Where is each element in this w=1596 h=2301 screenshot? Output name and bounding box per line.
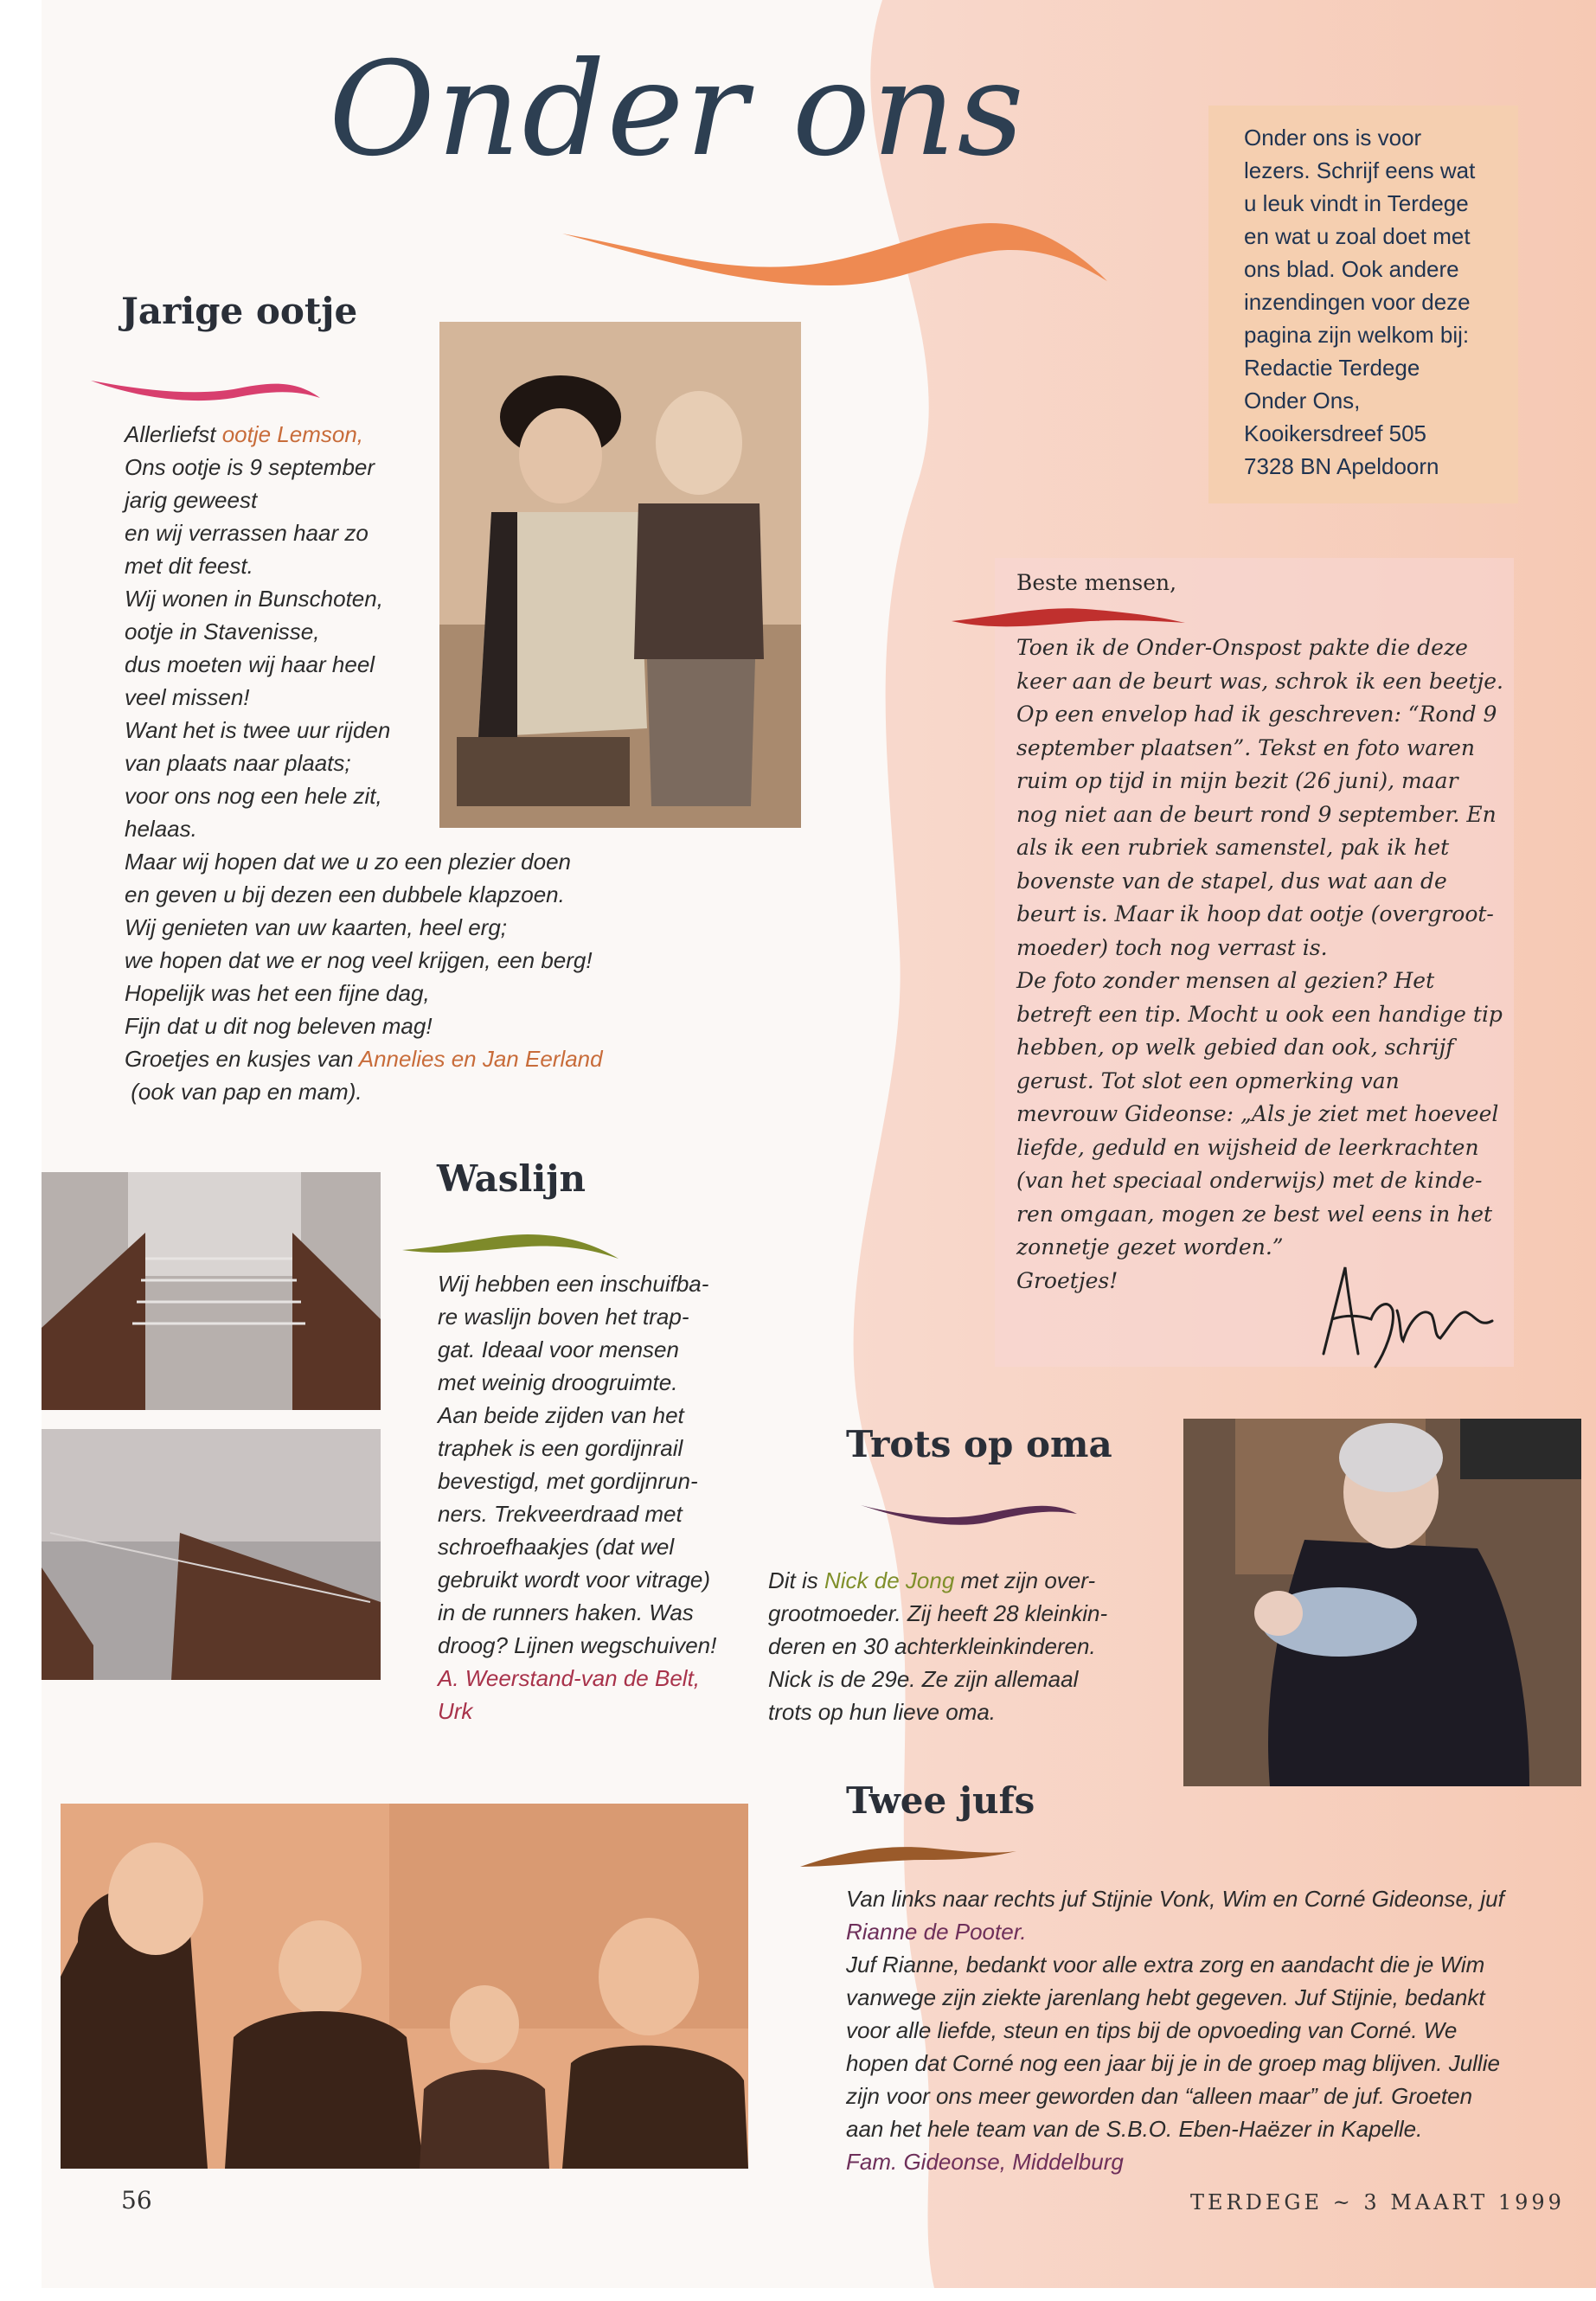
jufs-signoff: Fam. Gideonse, Middelburg	[846, 2149, 1124, 2175]
jarige-heading: Jarige ootje	[121, 290, 358, 332]
waslijn-line: gebruikt wordt voor vitrage)	[438, 1567, 711, 1593]
letter-line: nog niet aan de beurt rond 9 september. En	[1016, 801, 1497, 827]
page-number: 56	[121, 2186, 152, 2214]
waslijn-line: gat. Ideaal voor mensen	[438, 1336, 679, 1362]
contact-text	[1244, 121, 1512, 483]
waslijn-line: ners. Trekveerdraad met	[438, 1501, 683, 1527]
contact-line: lezers. Schrijf eens wat	[1244, 157, 1476, 183]
waslijn-line: traphek is een gordijnrail	[438, 1435, 683, 1461]
jufs-line: zijn voor ons meer geworden dan “alleen maar” de juf. Groeten	[846, 2083, 1473, 2109]
letter-line: hebben, op welk gebied dan ook, schrijf	[1016, 1035, 1454, 1060]
oma-swoosh	[856, 1488, 1081, 1531]
stairs-photo-top-image	[42, 1172, 381, 1410]
letter-line: betreft een tip. Mocht u ook een handige tip	[1016, 1001, 1503, 1027]
jufs-line: Van links naar rechts juf Stijnie Vonk, Wim en Corné Gideonse, juf	[846, 1886, 1504, 1912]
letter-line: Op een envelop had ik geschreven: “Rond 9	[1016, 702, 1497, 727]
waslijn-line: re waslijn boven het trap-	[438, 1304, 689, 1330]
oma-line: Nick is de 29e. Ze zijn allemaal	[768, 1666, 1079, 1692]
jarige-line: jarig geweest	[125, 487, 258, 513]
oma-photo-image	[1183, 1419, 1581, 1786]
jarige-line: Hopelijk was het een fijne dag,	[125, 980, 430, 1006]
waslijn-line: droog? Lijnen wegschuiven!	[438, 1632, 717, 1658]
letter-line: De foto zonder mensen al gezien? Het	[1016, 968, 1435, 993]
waslijn-line: schroefhaakjes (dat wel	[438, 1534, 675, 1560]
jarige-closing-suffix: (ook van pap en mam).	[125, 1079, 362, 1105]
jufs-line: aan het hele team van de S.B.O. Eben-Haëzer in Kapelle.	[846, 2116, 1423, 2142]
jufs-line: Rianne de Pooter.	[846, 1919, 1027, 1945]
oma-first-line	[768, 1564, 1166, 1597]
jarige-line: en wij verrassen haar zo	[125, 520, 369, 546]
contact-line: ons blad. Ook andere	[1244, 256, 1459, 282]
jarige-line: helaas.	[125, 816, 197, 842]
oma-line: grootmoeder. Zij heeft 28 kleinkin-	[768, 1600, 1108, 1626]
oma-name: Nick de Jong	[824, 1567, 955, 1593]
stairs-photo-bottom-image	[42, 1429, 381, 1680]
closing-names: Annelies en Jan Eerland	[358, 1046, 603, 1072]
greeting-prefix: Allerliefst	[125, 421, 222, 447]
waslijn-text	[438, 1267, 749, 1727]
waslijn-heading: Waslijn	[437, 1157, 586, 1200]
jarige-line: van plaats naar plaats;	[125, 750, 351, 776]
jarige-line: dus moeten wij haar heel	[125, 651, 375, 677]
jufs-line: hopen dat Corné nog een jaar bij je in de groep mag blijven. Jullie	[846, 2050, 1500, 2076]
letter-line: mevrouw Gideonse: „Als je ziet met hoeveel	[1016, 1101, 1499, 1126]
jarige-line: Maar wij hopen dat we u zo een plezier doen	[125, 849, 571, 875]
waslijn-author: A. Weerstand-van de Belt,	[438, 1665, 701, 1691]
oma-line: deren en 30 achterkleinkinderen.	[768, 1633, 1096, 1659]
contact-line: Onder Ons,	[1244, 388, 1361, 413]
waslijn-line: bevestigd, met gordijnrun-	[438, 1468, 698, 1494]
jarige-line: we hopen dat we er nog veel krijgen, een berg!	[125, 947, 593, 973]
jufs-line: voor alle liefde, steun en tips bij de opvoeding van Corné. We	[846, 2017, 1458, 2043]
page-title: Onder ons	[329, 35, 1026, 185]
jarige-text	[125, 418, 609, 1108]
jarige-greeting	[125, 418, 609, 451]
jarige-line: Fijn dat u dit nog beleven mag!	[125, 1013, 433, 1039]
contact-line: 7328 BN Apeldoorn	[1244, 453, 1439, 479]
oma-text	[768, 1564, 1166, 1728]
jufs-heading: Twee jufs	[846, 1779, 1035, 1822]
letter-line: liefde, geduld en wijsheid de leerkrachten	[1016, 1134, 1479, 1160]
jarige-line: en geven u bij dezen een dubbele klapzoen.	[125, 881, 565, 907]
oma-line: trots op hun lieve oma.	[768, 1699, 997, 1725]
greeting-name: ootje Lemson,	[221, 421, 364, 447]
jufs-photo-image	[61, 1804, 748, 2169]
contact-line: pagina zijn welkom bij:	[1244, 322, 1470, 348]
letter-line: zonnetje gezet worden.”	[1016, 1234, 1284, 1259]
waslijn-line: in de runners haken. Was	[438, 1599, 694, 1625]
stairs-photo-bottom	[42, 1429, 381, 1680]
oma-heading: Trots op oma	[846, 1423, 1112, 1465]
jarige-line: veel missen!	[125, 684, 250, 710]
waslijn-author: Urk	[438, 1698, 473, 1724]
contact-line: Onder ons is voor	[1244, 125, 1422, 151]
contact-line: u leuk vindt in Terdege	[1244, 190, 1469, 216]
bottom-margin	[0, 2288, 1596, 2301]
stairs-photo-top	[42, 1172, 381, 1410]
letter-line: (van het speciaal onderwijs) met de kinde-	[1016, 1168, 1483, 1193]
letter-line: bovenste van de stapel, dus wat aan de	[1016, 868, 1447, 894]
jarige-line: met dit feest.	[125, 553, 253, 579]
waslijn-line: met weinig droogruimte.	[438, 1369, 678, 1395]
oma-photo	[1183, 1419, 1581, 1786]
letter-line: beurt is. Maar ik hoop dat ootje (overgroot-	[1016, 901, 1494, 926]
jufs-line: vanwege zijn ziekte jarenlang hebt gegeven. Juf Stijnie, bedankt	[846, 1984, 1485, 2010]
contact-line: Kooikersdreef 505	[1244, 420, 1427, 446]
jarige-line: Ons ootje is 9 september	[125, 454, 375, 480]
letter-salutation: Beste mensen,	[1016, 570, 1177, 595]
letter-line: keer aan de beurt was, schrok ik een beetje.	[1016, 668, 1504, 694]
jarige-line: Want het is twee uur rijden	[125, 717, 391, 743]
jufs-photo	[61, 1804, 748, 2169]
jufs-text	[846, 1882, 1538, 2178]
contact-line: Redactie Terdege	[1244, 355, 1420, 381]
letter-line: september plaatsen”. Tekst en foto waren	[1016, 734, 1475, 760]
contact-line: inzendingen voor deze	[1244, 289, 1471, 315]
signature-image	[1306, 1259, 1505, 1371]
letter-line: als ik een rubriek samenstel, pak ik het	[1016, 835, 1450, 860]
letter-line: gerust. Tot slot een opmerking van	[1016, 1067, 1400, 1093]
letter-line: Toen ik de Onder-Onspost pakte die deze	[1016, 635, 1468, 660]
jarige-line: Wij wonen in Bunschoten,	[125, 586, 383, 612]
footer-issue: TERDEGE ~ 3 MAART 1999	[1190, 2190, 1565, 2214]
letter-body	[1016, 631, 1518, 1298]
waslijn-swoosh	[398, 1224, 623, 1267]
title-swoosh	[554, 199, 1116, 294]
waslijn-line: Wij hebben een inschuifba-	[438, 1271, 709, 1297]
letter-line: Groetjes!	[1016, 1267, 1118, 1293]
contact-line: en wat u zoal doet met	[1244, 223, 1471, 249]
letter-line: ren omgaan, mogen ze best wel eens in het	[1016, 1201, 1493, 1227]
jarige-closing	[125, 1042, 609, 1075]
jarige-swoosh	[87, 363, 329, 407]
closing-prefix: Groetjes en kusjes van	[125, 1046, 359, 1072]
oma-suffix: met zijn over-	[954, 1567, 1096, 1593]
letter-line: moeder) toch nog verrast is.	[1016, 934, 1328, 960]
waslijn-line: Aan beide zijden van het	[438, 1402, 684, 1428]
jarige-line: voor ons nog een hele zit,	[125, 783, 382, 809]
jufs-line: Juf Rianne, bedankt voor alle extra zorg en aandacht die je Wim	[846, 1952, 1485, 1977]
jarige-line: Wij genieten van uw kaarten, heel erg;	[125, 914, 508, 940]
oma-prefix: Dit is	[768, 1567, 824, 1593]
letter-line: ruim op tijd in mijn bezit (26 juni), maar	[1016, 768, 1458, 793]
jufs-swoosh	[796, 1834, 1021, 1877]
jarige-line: ootje in Stavenisse,	[125, 619, 320, 644]
